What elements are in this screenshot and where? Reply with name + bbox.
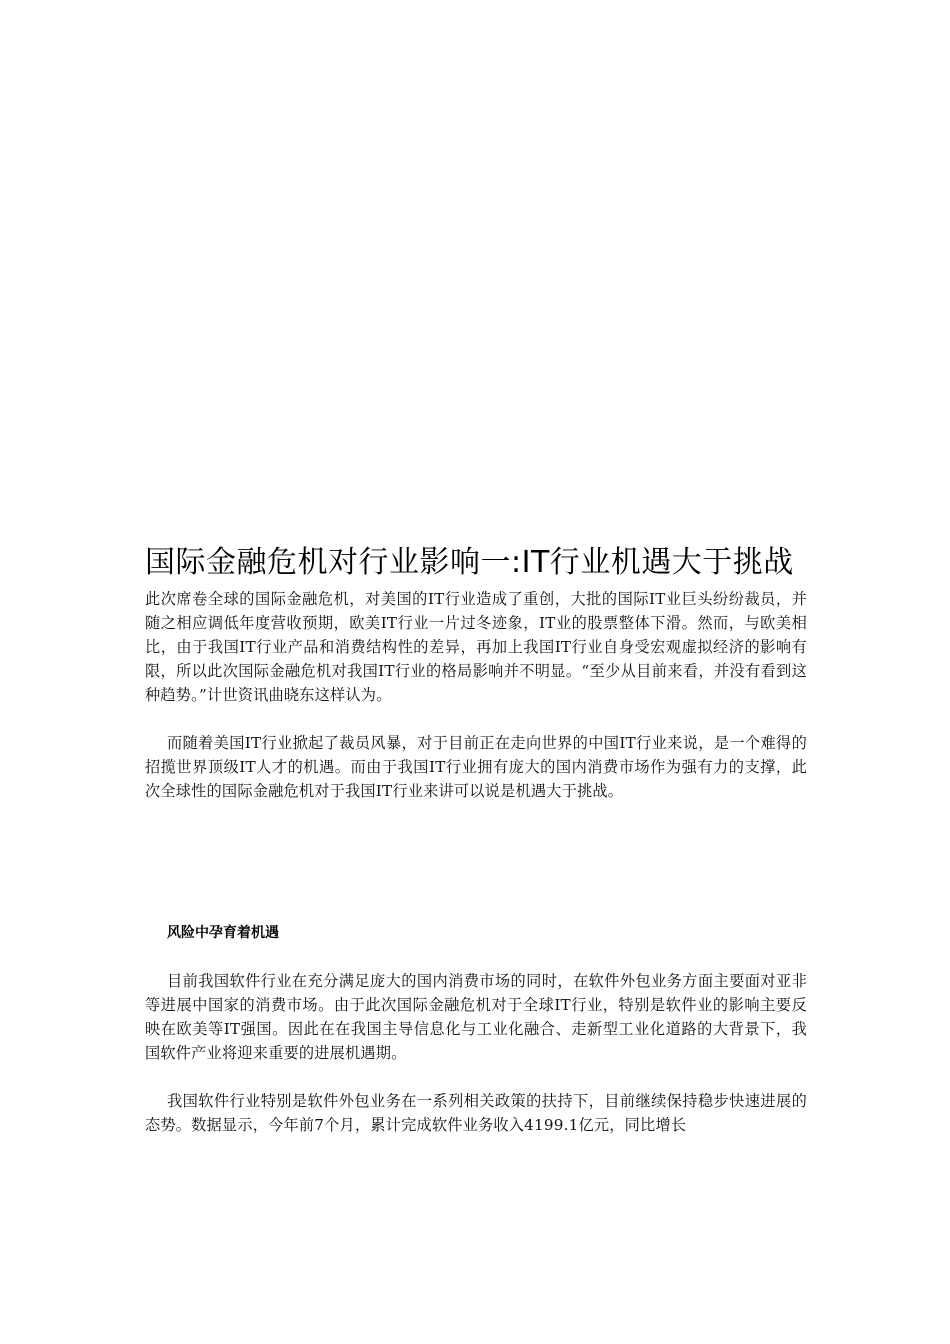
document-title: 国际金融危机对行业影响一:IT行业机遇大于挑战 <box>145 545 794 580</box>
paragraph-spacer <box>145 707 807 731</box>
section-spacer <box>145 803 807 921</box>
paragraph-software-industry: 目前我国软件行业在充分满足庞大的国内消费市场的同时，在软件外包业务方面主要面对亚非等进展中国家的消费市场。由于此次国际金融危机对于全球IT行业，特别是软件业的影响主要反映在欧美等IT强国。因此在在我国主导信息化与工业化融合、走新型工业化道路的大背景下，我国软件产业将迎来重要的进展机遇期。 <box>145 972 807 1062</box>
paragraph-spacer <box>145 945 807 969</box>
paragraph-opportunity: 而随着美国IT行业掀起了裁员风暴，对于目前正在走向世界的中国IT行业来说，是一个难得的招揽世界顶级IT人才的机遇。而由于我国IT行业拥有庞大的国内消费市场作为强有力的支撑，此次全球性的国际金融危机对于我国IT行业来讲可以说是机遇大于挑战。 <box>145 734 807 800</box>
paragraph-spacer <box>145 1065 807 1089</box>
paragraph-outsourcing: 我国软件行业特别是软件外包业务在一系列相关政策的扶持下，目前继续保持稳步快速进展的态势。数据显示，今年前7个月，累计完成软件业务收入4199.1亿元，同比增长 <box>145 1092 807 1134</box>
document-content <box>145 538 807 1137</box>
section-heading: 风险中孕育着机遇 <box>167 925 279 941</box>
paragraph-intro: 此次席卷全球的国际金融危机，对美国的IT行业造成了重创，大批的国际IT业巨头纷纷裁员，并随之相应调低年度营收预期，欧美IT行业一片过冬迹象，IT业的股票整体下滑。然而，与欧美相比，由于我国IT行业产品和消费结构性的差异，再加上我国IT行业自身受宏观虚拟经济的影响有限，所以此次国际金融危机对我国IT行业的格局影响并不明显。“至少从目前来看，并没有看到这种趋势。”计世资讯曲晓东这样认为。 <box>145 590 807 704</box>
